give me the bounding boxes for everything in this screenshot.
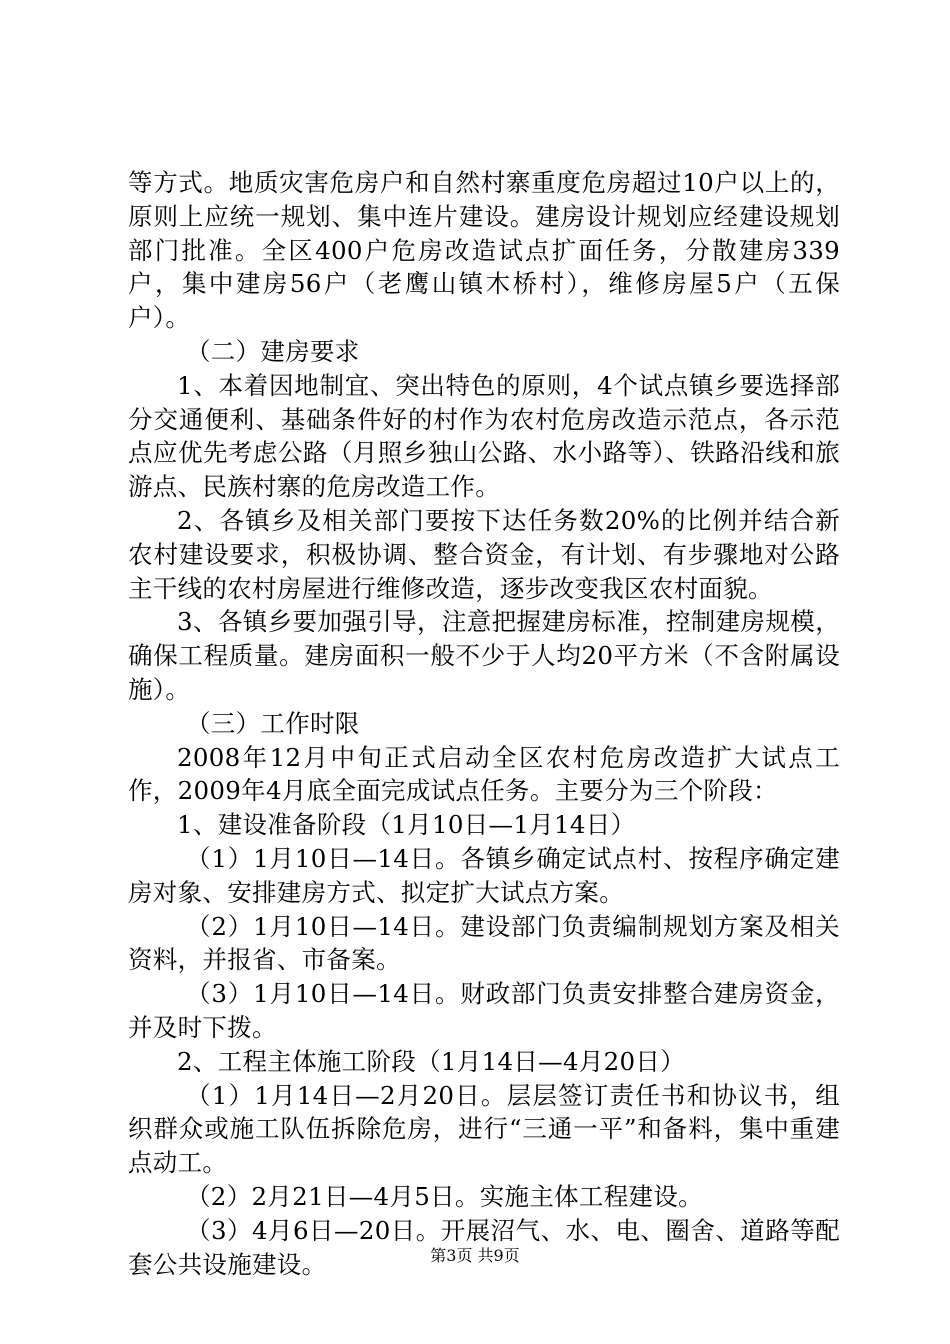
paragraph-stage-1-item-3: （3）1月10日—14日。财政部门负责安排整合建房资金，并及时下拨。: [128, 979, 840, 1042]
heading-stage-2-construction: 2、工程主体施工阶段（1月14日—4月20日）: [177, 1046, 686, 1076]
paragraph-requirement-3: 3、各镇乡要加强引导，注意把握建房标准，控制建房规模，确保工程质量。建房面积一般不少于人均20平方米（不含附属设施）。: [128, 607, 840, 704]
heading-building-requirements: （二）建房要求: [186, 336, 360, 366]
paragraph-stage-2-item-3: （3）4月6日—20日。开展沼气、水、电、圈舍、道路等配套公共设施建设。: [128, 1215, 840, 1279]
paragraph-stage-1-item-1: （1）1月10日—14日。各镇乡确定试点村、按程序确定建房对象、安排建房方式、拟定扩大试点方案。: [128, 843, 840, 907]
paragraph-stage-2-item-2: （2）2月21日—4月5日。实施主体工程建设。: [186, 1181, 703, 1211]
paragraph-stage-2-item-1: （1）1月14日—2月20日。层层签订责任书和协议书，组织群众或施工队伍拆除危房，进行“三通一平”和备料，集中重建点动工。: [128, 1080, 840, 1178]
page-number-label: 第3页 共9页: [430, 1246, 520, 1265]
paragraph-requirement-1: 1、本着因地制宜、突出特色的原则，4个试点镇乡要选择部分交通便利、基础条件好的村作为农村危房改造示范点，各示范点应优先考虑公路（月照乡独山公路、水小路等）、铁路沿线和旅游点、民族村寨的危房改造工作。: [128, 370, 840, 502]
paragraph-timeline-overview: 2008年12月中旬正式启动全区农村危房改造扩大试点工作，2009年4月底全面完成试点任务。主要分为三个阶段：: [128, 742, 840, 806]
document-body: [128, 166, 840, 1281]
page-footer: [0, 1246, 950, 1266]
heading-stage-1-preparation: 1、建设准备阶段（1月10日—1月14日）: [177, 810, 636, 840]
paragraph-stage-1-item-2: （2）1月10日—14日。建设部门负责编制规划方案及相关资料，并报省、市备案。: [128, 911, 840, 975]
paragraph-construction-methods: 等方式。地质灾害危房户和自然村寨重度危房超过10户以上的，原则上应统一规划、集中连片建设。建房设计规划应经建设规划部门批准。全区400户危房改造试点扩面任务，分散建房339户，集中建房56户（老鹰山镇木桥村），维修房屋5户（五保户）。: [128, 168, 840, 333]
heading-work-timeline: （三）工作时限: [186, 708, 360, 738]
paragraph-requirement-2: 2、各镇乡及相关部门要按下达任务数20%的比例并结合新农村建设要求，积极协调、整合资金，有计划、有步骤地对公路主干线的农村房屋进行维修改造，逐步改变我区农村面貌。: [128, 505, 840, 603]
